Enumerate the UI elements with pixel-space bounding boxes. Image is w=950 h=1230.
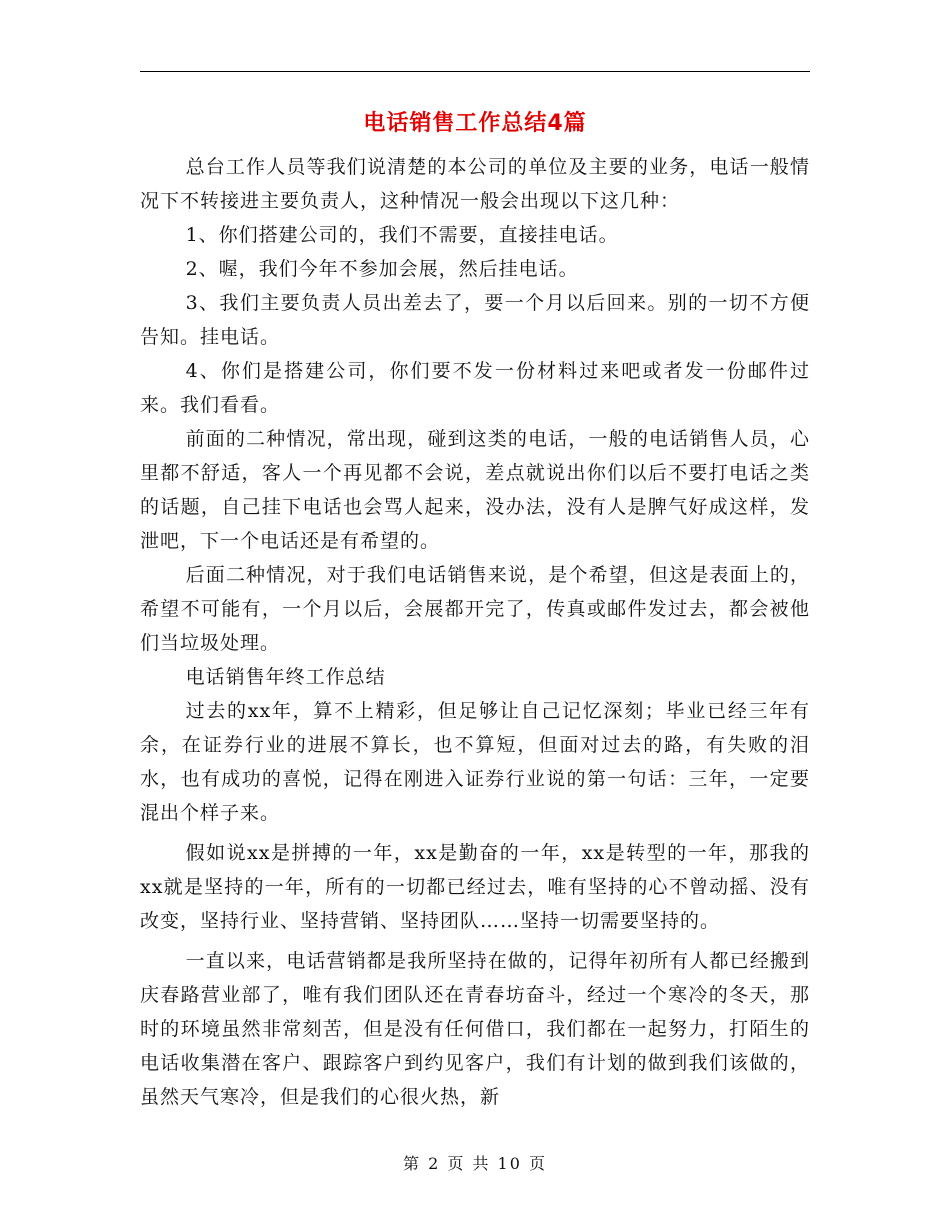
paragraph: 总台工作人员等我们说清楚的本公司的单位及主要的业务，电话一般情况下不转接进主要负责人，这种情况一般会出现以下这几种： bbox=[140, 156, 810, 212]
paragraph: 过去的xx年，算不上精彩，但足够让自己记忆深刻；毕业已经三年有余，在证券行业的进展不算长，也不算短，但面对过去的路，有失败的泪水，也有成功的喜悦，记得在刚进入证券行业说的第一句话：三年，一定要混出个样子来。 bbox=[140, 700, 810, 824]
list-item: 1、你们搭建公司的，我们不需要，直接挂电话。 bbox=[185, 224, 619, 246]
header-rule bbox=[140, 71, 810, 72]
document-title: 电话销售工作总结4篇 bbox=[363, 111, 587, 136]
paragraph: 后面二种情况，对于我们电话销售来说，是个希望，但这是表面上的，希望不可能有，一个月以后，会展都开完了，传真或邮件发过去，都会被他们当垃圾处理。 bbox=[140, 564, 810, 654]
section-heading: 电话销售年终工作总结 bbox=[185, 666, 386, 688]
list-item: 4、你们是搭建公司，你们要不发一份材料过来吧或者发一份邮件过来。我们看看。 bbox=[140, 360, 810, 416]
paragraph: 前面的二种情况，常出现，碰到这类的电话，一般的电话销售人员，心里都不舒适，客人一个再见都不会说，差点就说出你们以后不要打电话之类的话题，自己挂下电话也会骂人起来，没办法，没有人是脾气好成这样，发泄吧，下一个电话还是有希望的。 bbox=[140, 428, 810, 552]
list-item: 2、喔，我们今年不参加会展，然后挂电话。 bbox=[185, 258, 579, 280]
document-body bbox=[140, 150, 810, 1114]
paragraph: 假如说xx是拼搏的一年，xx是勤奋的一年，xx是转型的一年，那我的xx就是坚持的一年，所有的一切都已经过去，唯有坚持的心不曾动摇、没有改变，坚持行业、坚持营销、坚持团队……坚持一切需要坚持的。 bbox=[140, 842, 810, 932]
paragraph: 一直以来，电话营销都是我所坚持在做的，记得年初所有人都已经搬到庆春路营业部了，唯有我们团队还在青春坊奋斗，经过一个寒冷的冬天，那时的环境虽然非常刻苦，但是没有任何借口，我们都在一起努力，打陌生的电话收集潜在客户、跟踪客户到约见客户，我们有计划的做到我们该做的，虽然天气寒冷，但是我们的心很火热，新 bbox=[140, 950, 810, 1108]
list-item: 3、我们主要负责人员出差去了，要一个月以后回来。别的一切不方便告知。挂电话。 bbox=[140, 292, 810, 348]
page-number: 第 2 页 共 10 页 bbox=[403, 1154, 547, 1173]
